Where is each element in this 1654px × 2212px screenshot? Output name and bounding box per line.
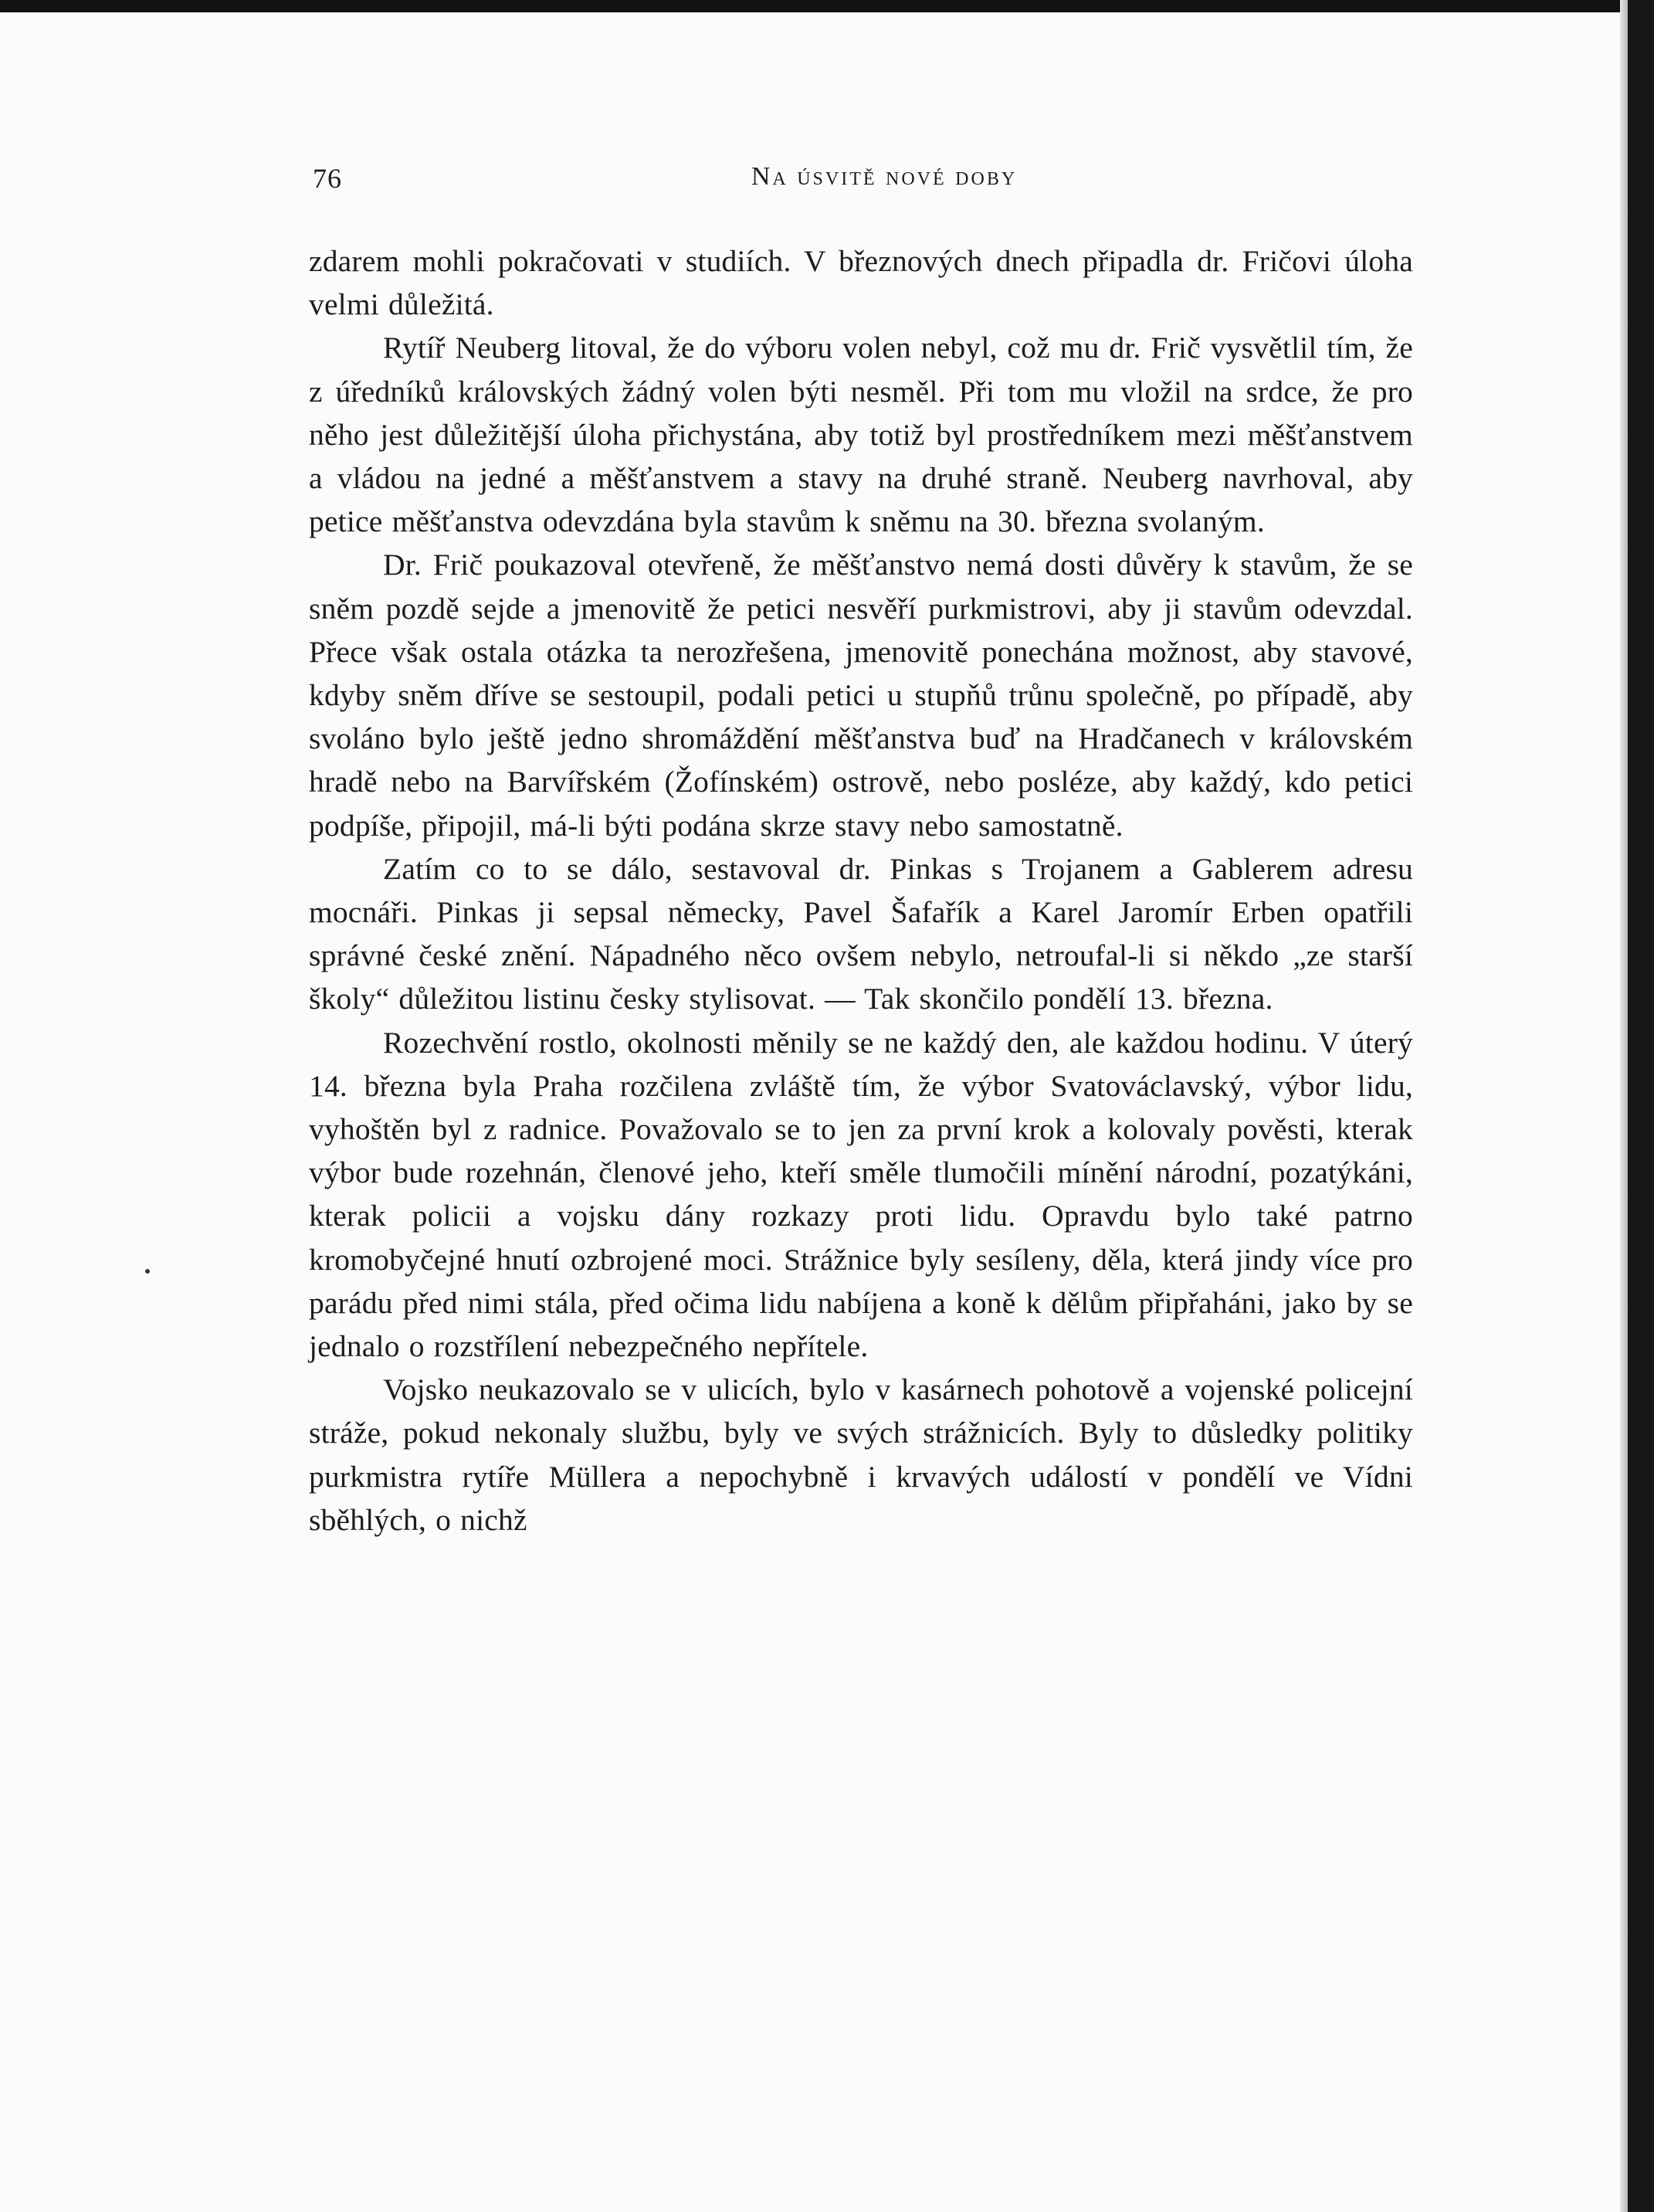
scan-speck	[145, 1269, 150, 1274]
scan-border-right	[1628, 0, 1654, 2212]
running-head	[313, 162, 1425, 201]
paragraph-continued: zdarem mohli pokračovati v studiích. V březnových dnech připadla dr. Fričovi úloha velmi důležitá.	[309, 244, 1413, 322]
paragraph-rozechveni: Rozechvění rostlo, okolnosti měnily se ne každý den, ale každou hodinu. V úterý 14. března byla Praha rozčilena zvláště tím, že výbor Svatováclavský, výbor lidu, vyhoštěn byl z radnice. Považovalo se to jen za první krok a kolovaly pověsti, kterak výbor bude rozehnán, členové jeho, kteří směle tlumočili mínění národní, pozatýkáni, kterak policii a vojsku dány rozkazy proti lidu. Opravdu bylo také patrno kromobyčejné hnutí ozbrojené moci. Strážnice byly sesíleny, děla, která jindy více pro parádu před nimi stála, před očima lidu nabíjena a koně k dělům připřaháni, jako by se jednalo o rozstřílení nebezpečného nepřítele.	[309, 1025, 1413, 1364]
scan-border-top	[0, 0, 1654, 12]
paragraph-vojsko: Vojsko neukazovalo se v ulicích, bylo v kasárnech pohotově a vojenské policejní stráže, pokud nekonaly službu, byly ve svých strážnicích. Byly to důsledky politiky purkmistra rytíře Müllera a nepochybně i krvavých událostí v pondělí ve Vídni sběhlých, o nichž	[309, 1372, 1413, 1537]
paragraph-pinkas: Zatím co to se dálo, sestavoval dr. Pinkas s Trojanem a Gablerem adresu mocnáři. Pinkas ji sepsal německy, Pavel Šafařík a Karel Jaromír Erben opatřili správné české znění. Nápadného něco ovšem nebylo, netroufal-li si někdo „ze starší školy“ důležitou listinu česky stylisovat. — Tak skončilo pondělí 13. března.	[309, 851, 1413, 1016]
paragraph-neuberg: Rytíř Neuberg litoval, že do výboru volen nebyl, což mu dr. Frič vysvětlil tím, že z úředníků královských žádný volen býti nesměl. Při tom mu vložil na srdce, že pro něho jest důležitější úloha přichystána, aby totiž byl prostředníkem mezi měšťanstvem a vládou na jedné a měšťanstvem a stavy na druhé straně. Neuberg navrhoval, aby petice měšťanstva odevzdána byla stavům k sněmu na 30. března svolaným.	[309, 331, 1413, 539]
body-text	[309, 239, 1413, 1542]
running-title: Na úsvitě nové doby	[751, 162, 1018, 191]
paragraph-fric: Dr. Frič poukazoval otevřeně, že měšťanstvo nemá dosti důvěry k stavům, že se sněm pozdě sejde a jmenovitě že petici nesvěří purkmistrovi, aby ji stavům odevzdal. Přece však ostala otázka ta nerozřešena, jmenovitě ponechána možnost, aby stavové, kdyby sněm dříve se sestoupil, podali petici u stupňů trůnu společně, po případě, aby svoláno bylo ještě jedno shromáždění měšťanstva buď na Hradčanech v královském hradě nebo na Barvířském (Žofínském) ostrově, nebo posléze, aby každý, kdo petici podpíše, připojil, má-li býti podána skrze stavy nebo samostatně.	[309, 548, 1413, 843]
page-edge-shadow	[1620, 0, 1628, 2212]
page-number: 76	[313, 163, 342, 194]
